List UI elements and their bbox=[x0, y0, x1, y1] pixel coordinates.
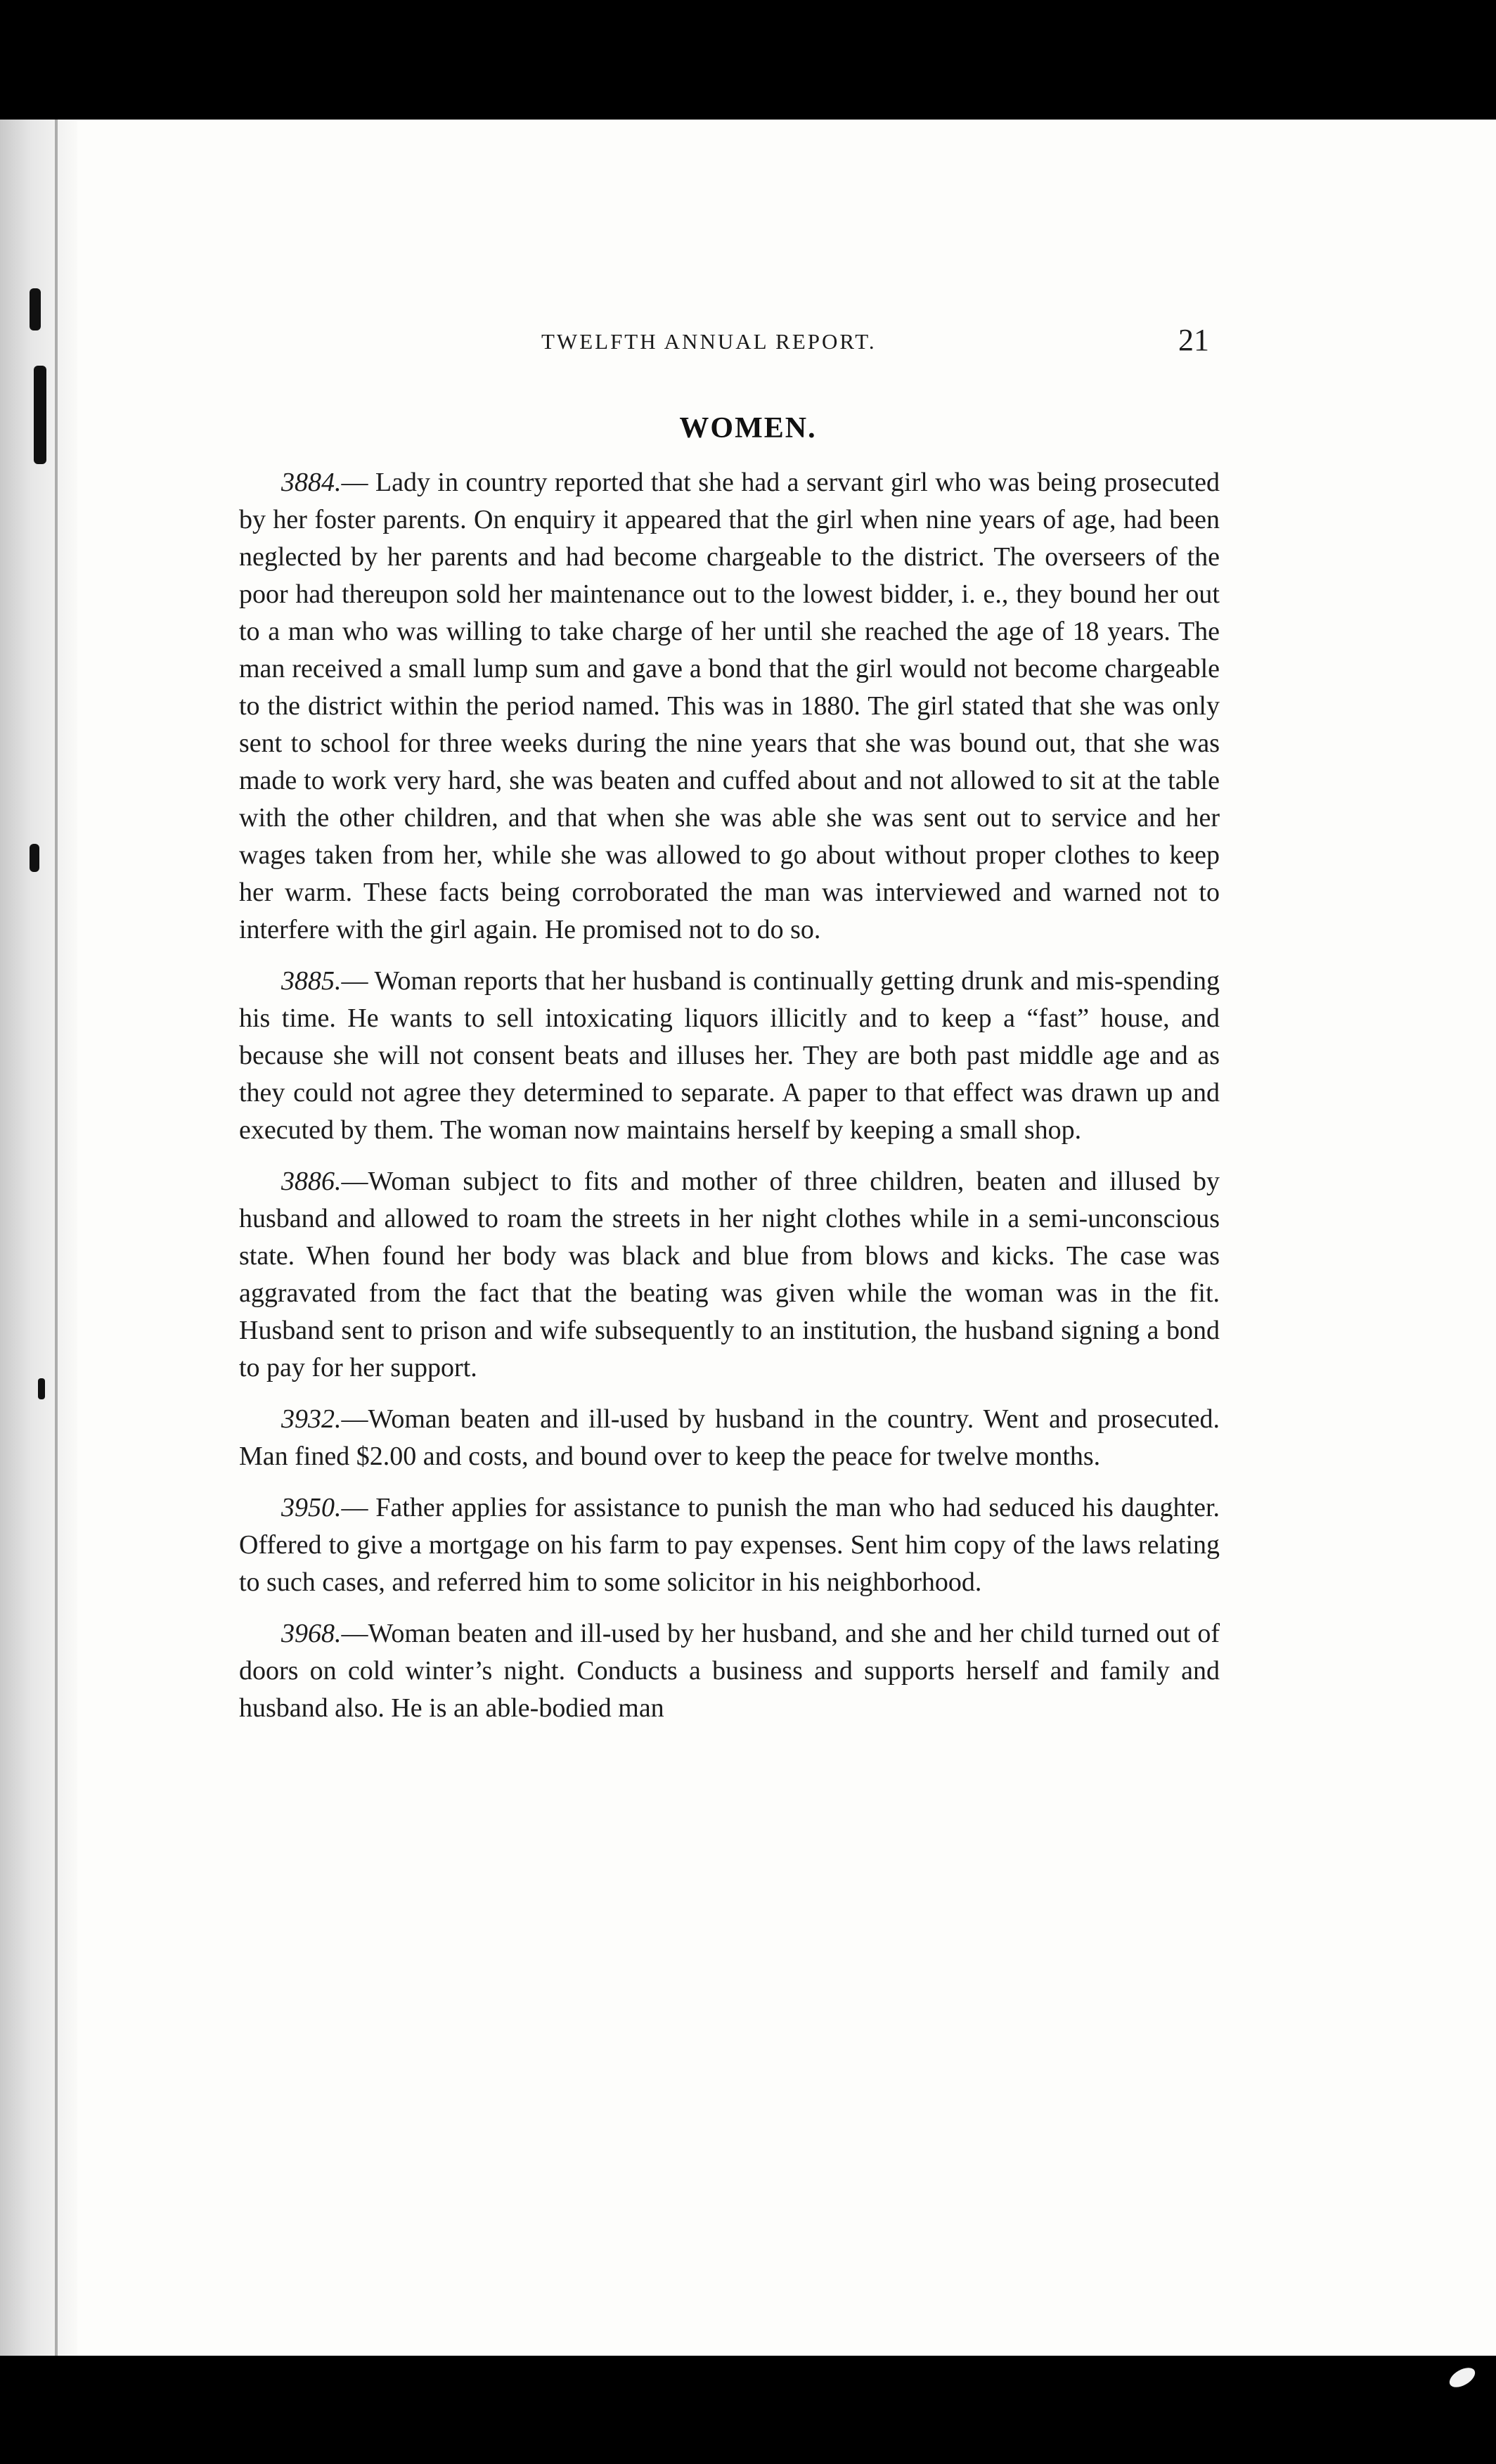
case-text: —Woman beaten and ill-used by her husband, and she and her child turned out of doors on cold winter’s night. Conducts a business and supports herself and family and husband also. He is an able-bodied man bbox=[239, 1619, 1220, 1723]
case-entry bbox=[239, 1489, 1220, 1601]
scan-mark bbox=[38, 1378, 45, 1399]
case-text: — Father applies for assistance to punish the man who had seduced his daughter. Offered to give a mortgage on his farm to pay expenses. Sent him copy of the laws relating to such cases, and referred him to some solicitor in his neighborhood. bbox=[239, 1493, 1220, 1597]
case-number: 3968. bbox=[281, 1619, 342, 1648]
case-text: — Lady in country reported that she had a servant girl who was being prosecuted by her foster parents. On enquiry it appeared that the girl when nine years of age, had been neglected by her parents and had become chargeable to the district. The overseers of the poor had thereupon sold her maintenance out to the lowest bidder, i. e., they bound her out to a man who was willing to take charge of her until she reached the age of 18 years. The man received a small lump sum and gave a bond that the girl would not become chargeable to the district within the period named. This was in 1880. The girl stated that she was only sent to school for three weeks during the nine years that she was bound out, that she was made to work very hard, she was beaten and cuffed about and not allowed to sit at the table with the other children, and that when she was able she was sent out to service and her wages taken from her, while she was allowed to go about without proper clothes to keep her warm. These facts being corroborated the man was interviewed and warned not to interfere with the girl again. He promised not to do so. bbox=[239, 468, 1220, 944]
case-entry bbox=[239, 1401, 1220, 1475]
scan-mark bbox=[30, 844, 39, 872]
scan-mark bbox=[1446, 2363, 1478, 2391]
case-number: 3885. bbox=[281, 966, 342, 996]
scan-mark bbox=[30, 288, 41, 331]
section-title: WOMEN. bbox=[679, 412, 817, 444]
case-text: —Woman subject to fits and mother of three children, beaten and illused by husband and allowed to roam the streets in her night clothes while in a semi-unconscious state. When found her body was black and blue from blows and kicks. The case was aggravated from the fact that the beating was given while the woman was in the fit. Husband sent to prison and wife subsequently to an institution, the husband signing a bond to pay for her support. bbox=[239, 1167, 1220, 1382]
case-text: —Woman beaten and ill-used by husband in the country. Went and prosecuted. Man fined $2.00 and costs, and bound over to keep the peace for twelve months. bbox=[239, 1404, 1220, 1471]
case-entry bbox=[239, 963, 1220, 1149]
case-number: 3886. bbox=[281, 1167, 342, 1196]
case-number: 3950. bbox=[281, 1493, 342, 1522]
running-header: TWELFTH ANNUAL REPORT. bbox=[541, 329, 877, 354]
case-entry bbox=[239, 1615, 1220, 1727]
case-number: 3884. bbox=[281, 468, 342, 497]
case-number: 3932. bbox=[281, 1404, 342, 1434]
case-text: — Woman reports that her husband is continually getting drunk and mis-spending his time. He wants to sell intoxicating liquors illicitly and to keep a “fast” house, and because she will not consent beats and illuses her. They are both past middle age and as they could not agree they determined to separate. A paper to that effect was drawn up and executed by them. The woman now maintains herself by keeping a small shop. bbox=[239, 966, 1220, 1145]
page-number: 21 bbox=[1178, 323, 1209, 357]
case-entry bbox=[239, 464, 1220, 949]
binding-edge bbox=[55, 120, 58, 2356]
case-entry bbox=[239, 1163, 1220, 1387]
document-body bbox=[239, 464, 1220, 1741]
